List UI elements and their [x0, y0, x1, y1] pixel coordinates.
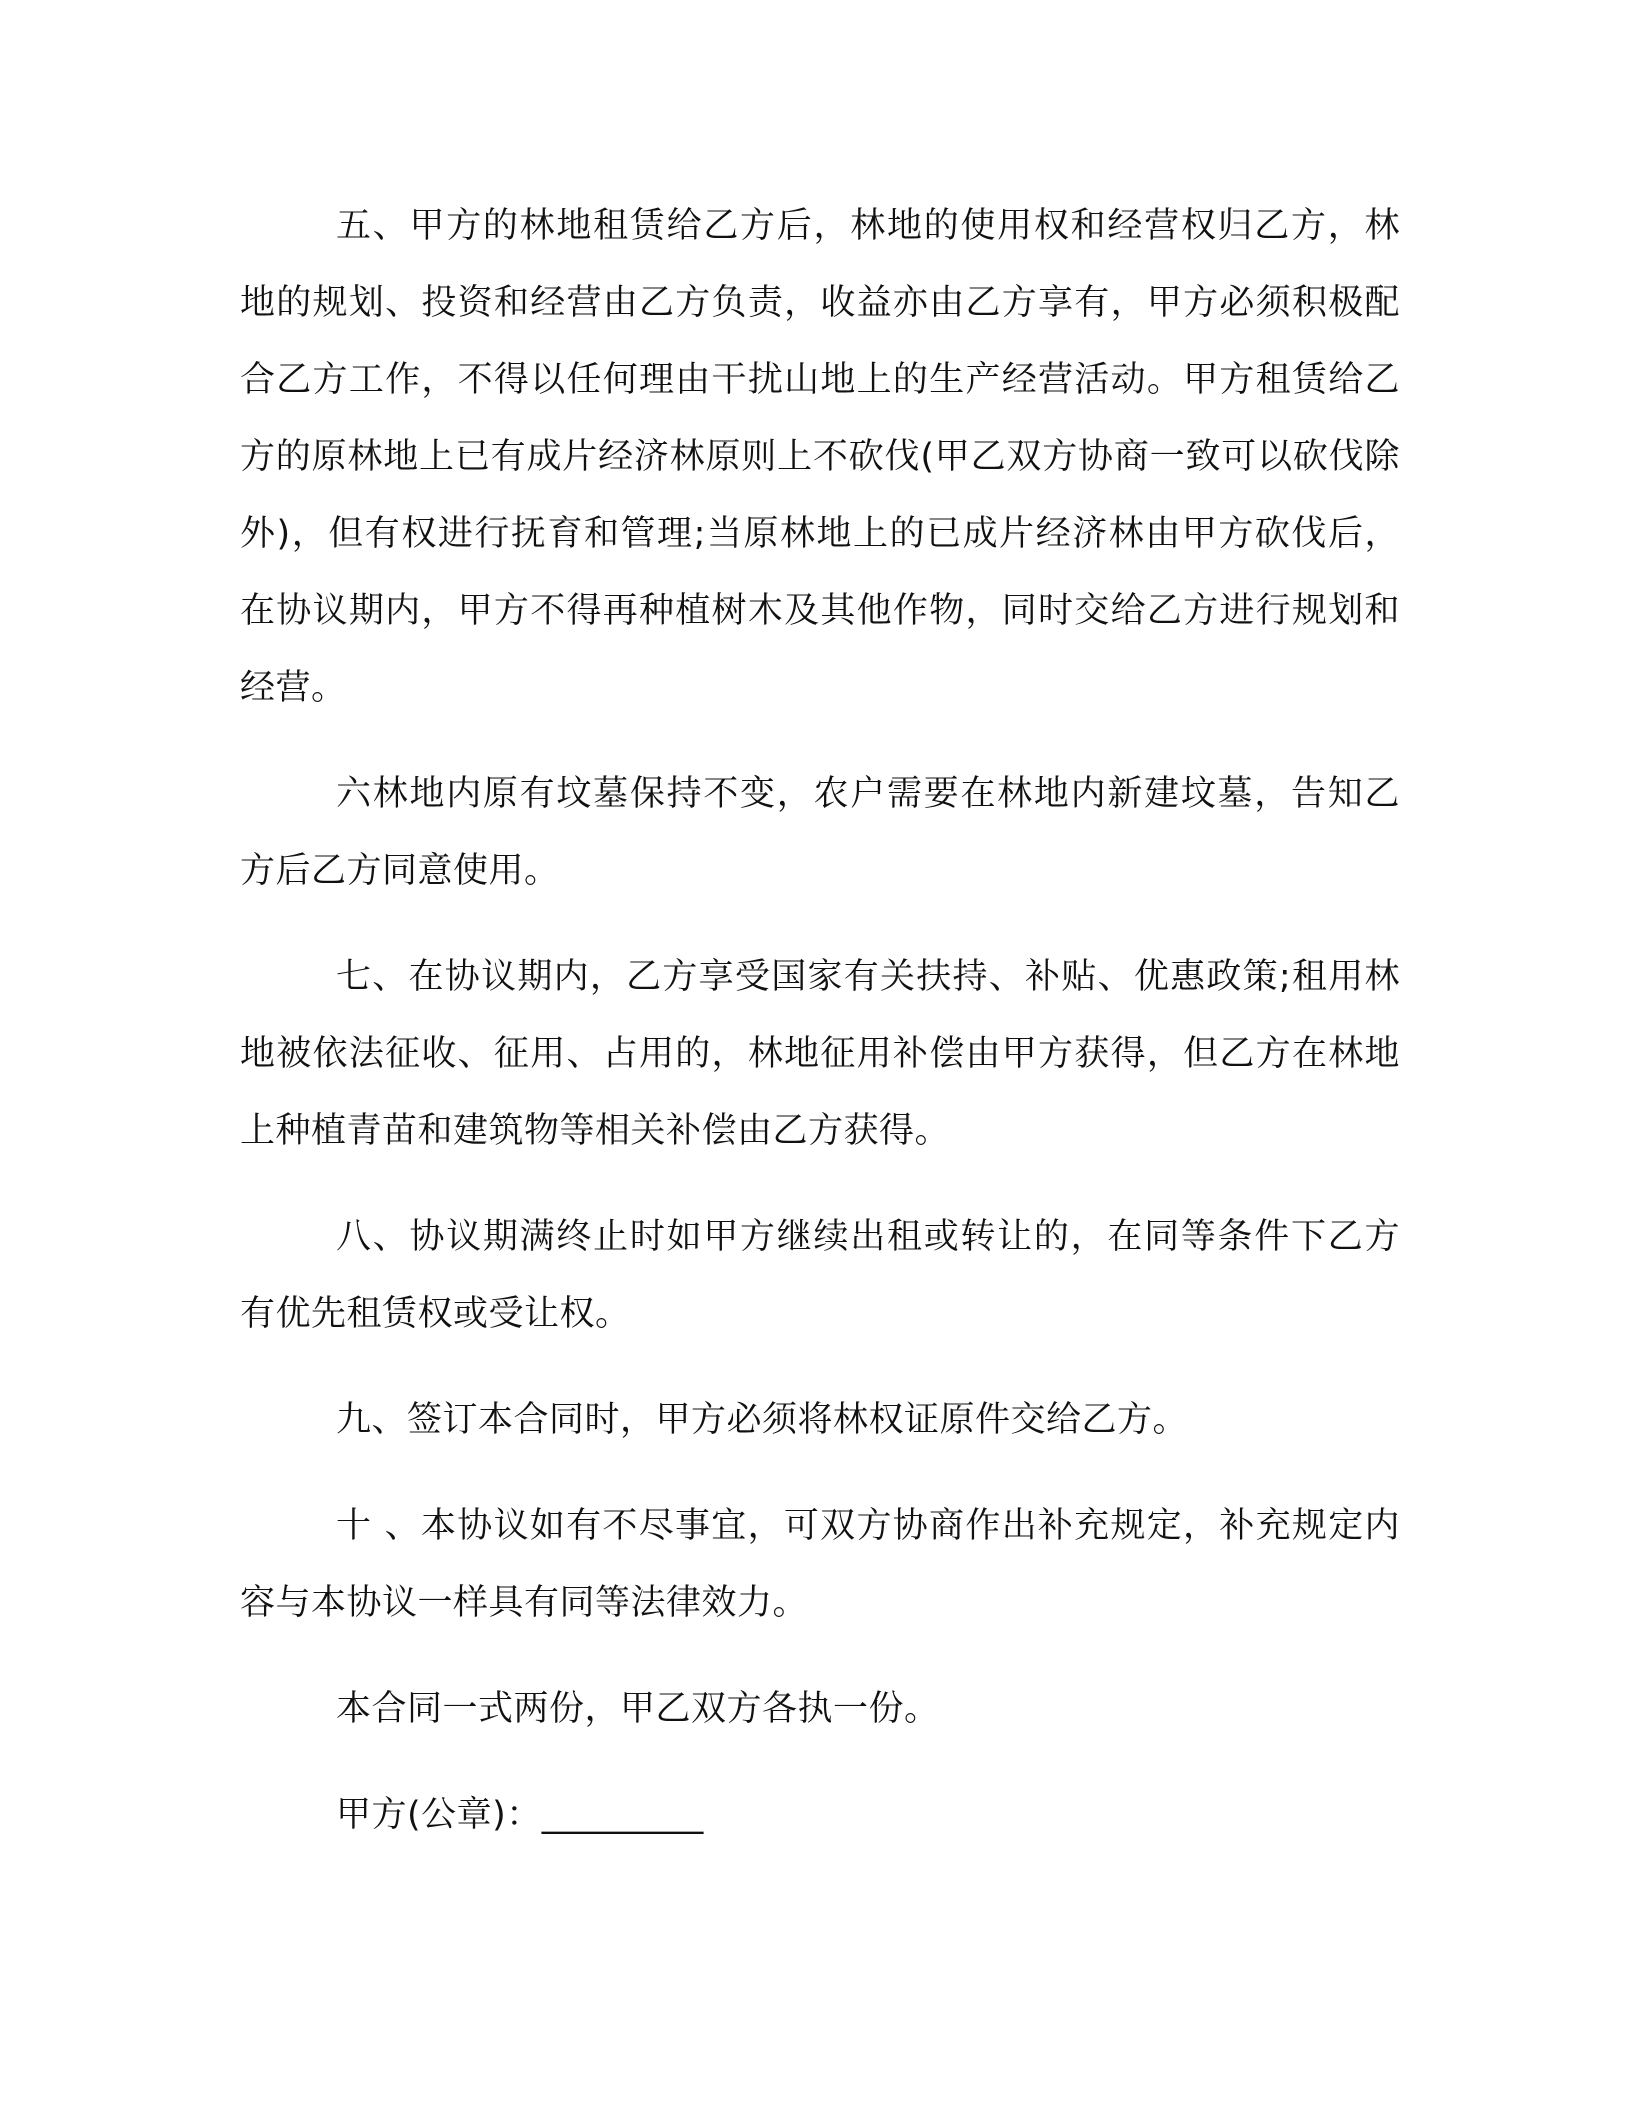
clause-8: 八、协议期满终止时如甲方继续出租或转让的，在同等条件下乙方有优先租赁权或受让权。: [240, 1217, 1400, 1334]
clause-9: 九、签订本合同时，甲方必须将林权证原件交给乙方。: [336, 1400, 1189, 1440]
clause-10: 十 、本协议如有不尽事宜，可双方协商作出补充规定，补充规定内容与本协议一样具有同等法律效力。: [240, 1506, 1400, 1623]
document-page: [240, 188, 1400, 1854]
party-a-seal-line: 甲方(公章)：_________: [336, 1795, 704, 1835]
clause-6: 六林地内原有坟墓保持不变，农户需要在林地内新建坟墓，告知乙方后乙方同意使用。: [240, 774, 1400, 891]
copies-statement: 本合同一式两份，甲乙双方各执一份。: [336, 1689, 940, 1729]
clause-5: 五、甲方的林地租赁给乙方后，林地的使用权和经营权归乙方，林地的规划、投资和经营由乙方负责，收益亦由乙方享有，甲方必须积极配合乙方工作，不得以任何理由干扰山地上的生产经营活动。甲方租赁给乙方的原林地上已有成片经济林原则上不砍伐(甲乙双方协商一致可以砍伐除外)，但有权进行抚育和管理;当原林地上的已成片经济林由甲方砍伐后，在协议期内，甲方不得再种植树木及其他作物，同时交给乙方进行规划和经营。: [240, 206, 1400, 708]
clause-7: 七、在协议期内，乙方享受国家有关扶持、补贴、优惠政策;租用林地被依法征收、征用、占用的，林地征用补偿由甲方获得，但乙方在林地上种植青苗和建筑物等相关补偿由乙方获得。: [240, 957, 1400, 1151]
